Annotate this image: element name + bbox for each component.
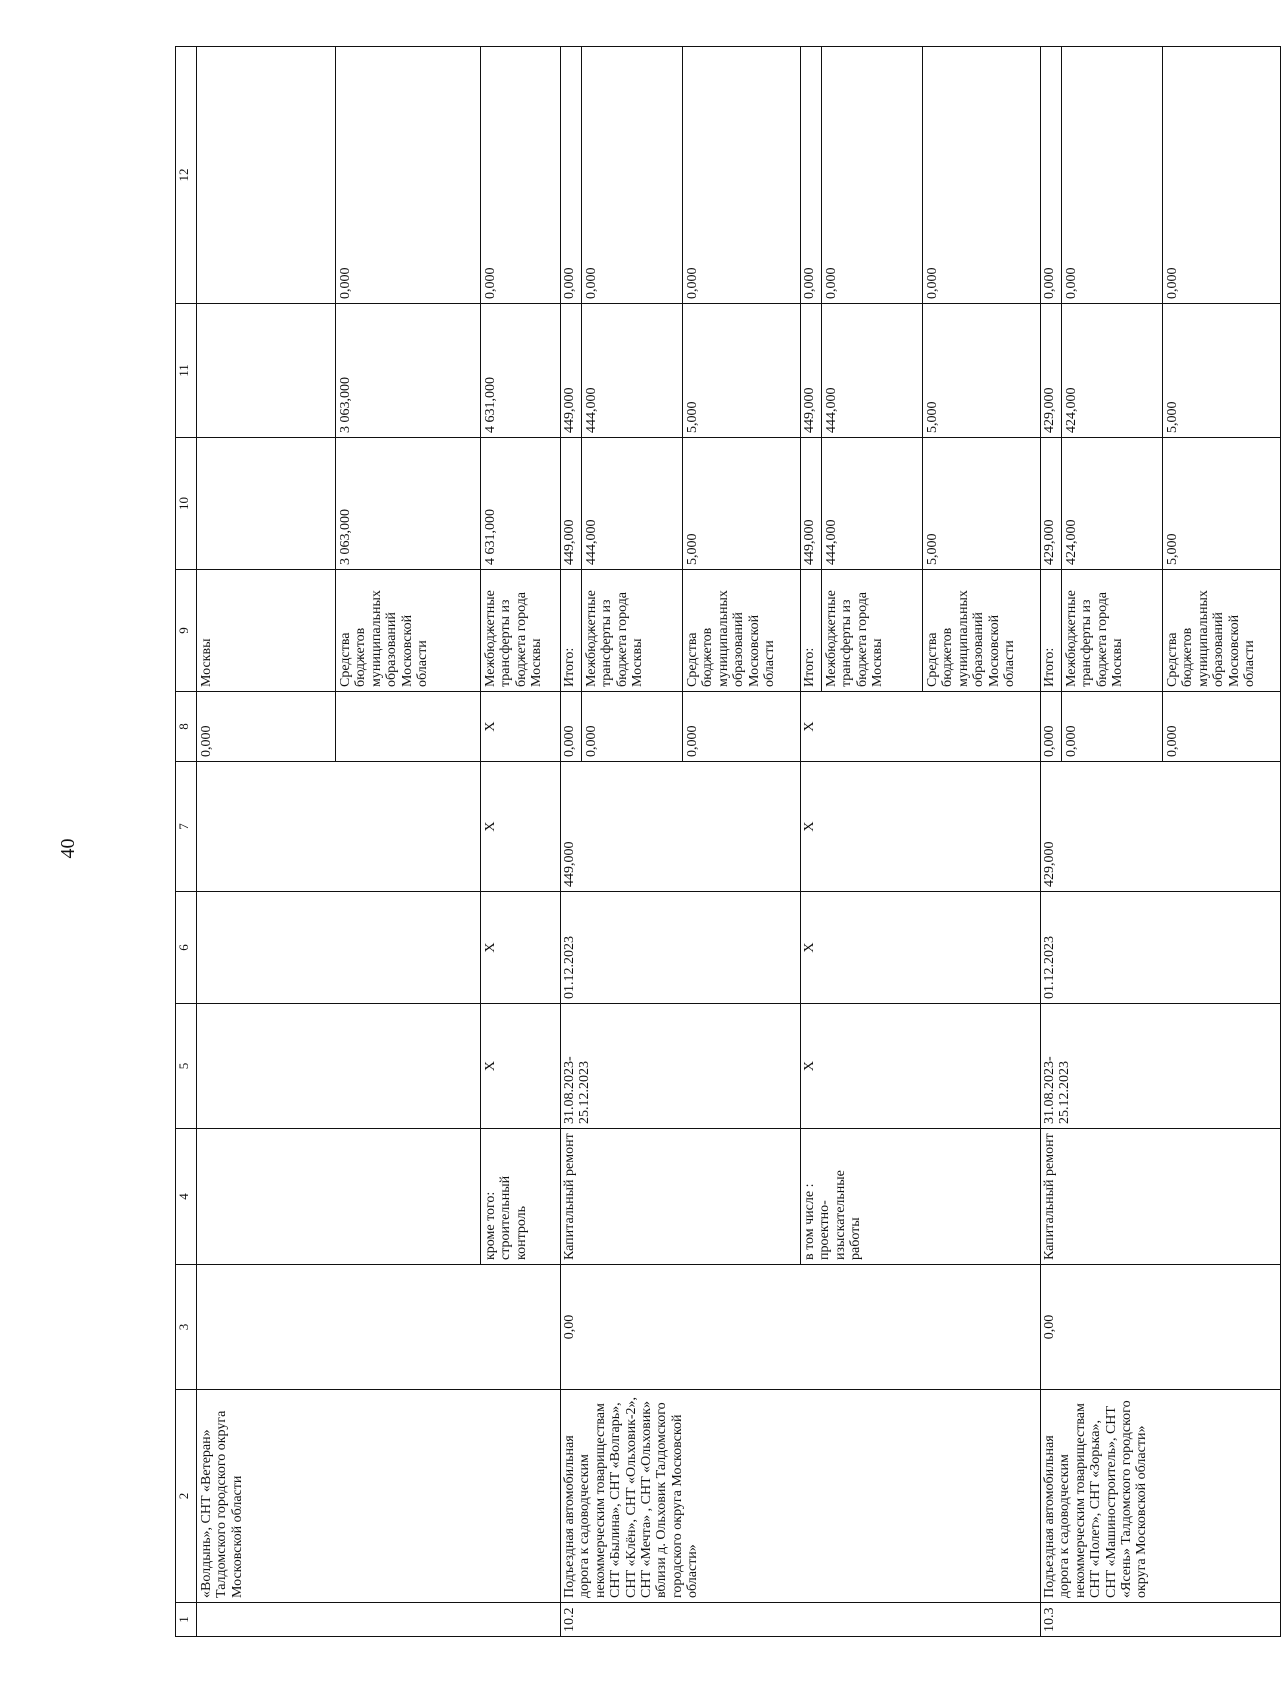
date-cell: 01.12.2023	[561, 892, 801, 1004]
header-row	[176, 47, 197, 1637]
col11-cell: 449,000	[561, 304, 582, 438]
source-cell: Межбюджетные трансферты из бюджета города Москвы	[582, 570, 683, 692]
col8-cell: 0,000	[561, 692, 582, 762]
amount-cell: 429,000	[1041, 762, 1281, 892]
work-type-cell	[197, 1129, 481, 1265]
header-cell: 1	[176, 1603, 197, 1637]
col12-cell: 0,000	[923, 47, 1041, 304]
table-row	[1041, 47, 1062, 1637]
col10-cell: 444,000	[582, 438, 683, 570]
col10-cell: 449,000	[561, 438, 582, 570]
header-cell: 9	[176, 570, 197, 692]
source-cell: Итого:	[801, 570, 822, 692]
col10-cell: 5,000	[1163, 438, 1281, 570]
source-cell: Межбюджетные трансферты из бюджета города Москвы	[822, 570, 923, 692]
col11-cell: 5,000	[1163, 304, 1281, 438]
source-cell: Средства бюджетов муниципальных образований Московской области	[1163, 570, 1281, 692]
header-cell: 5	[176, 1004, 197, 1129]
header-cell: 2	[176, 1390, 197, 1603]
col11-cell: 3 063,000	[336, 304, 481, 438]
header-cell: 3	[176, 1265, 197, 1390]
col8-cell: Х	[801, 692, 1041, 762]
col10-cell: 444,000	[822, 438, 923, 570]
header-cell: 10	[176, 438, 197, 570]
col8-cell: 0,000	[1163, 692, 1281, 762]
col11-cell: 5,000	[923, 304, 1041, 438]
col12-cell: 0,000	[336, 47, 481, 304]
period-cell: Х	[481, 1004, 561, 1129]
col12-cell: 0,000	[561, 47, 582, 304]
value-cell: 0,00	[561, 1265, 1041, 1390]
col8-cell	[336, 692, 481, 762]
source-cell: Межбюджетные трансферты из бюджета города Москвы	[1062, 570, 1163, 692]
col10-cell	[197, 438, 336, 570]
budget-table	[175, 46, 1281, 1637]
col12-cell: 0,000	[822, 47, 923, 304]
source-cell: Средства бюджетов муниципальных образований Московской области	[683, 570, 801, 692]
period-cell: 31.08.2023-25.12.2023	[561, 1004, 801, 1129]
date-cell: Х	[801, 892, 1041, 1004]
col12-cell: 0,000	[1163, 47, 1281, 304]
source-cell: Итого:	[1041, 570, 1062, 692]
col10-cell: 449,000	[801, 438, 822, 570]
col11-cell: 449,000	[801, 304, 822, 438]
col8-cell: 0,000	[197, 692, 336, 762]
period-cell: 31.08.2023-25.12.2023	[1041, 1004, 1281, 1129]
period-cell: Х	[801, 1004, 1041, 1129]
col11-cell: 444,000	[582, 304, 683, 438]
work-type-cell: кроме того: строительный контроль	[481, 1129, 561, 1265]
source-cell: Москвы	[197, 570, 336, 692]
date-cell: 01.12.2023	[1041, 892, 1281, 1004]
source-cell: Итого:	[561, 570, 582, 692]
row-number-cell: 10.2	[561, 1603, 1041, 1637]
row-number-cell	[197, 1603, 561, 1637]
header-cell: 4	[176, 1129, 197, 1265]
date-cell	[197, 892, 481, 1004]
col12-cell: 0,000	[481, 47, 561, 304]
header-cell: 8	[176, 692, 197, 762]
row-number-cell: 10.3	[1041, 1603, 1281, 1637]
col11-cell: 4 631,000	[481, 304, 561, 438]
col10-cell: 5,000	[923, 438, 1041, 570]
source-cell: Средства бюджетов муниципальных образований Московской области	[923, 570, 1041, 692]
work-type-cell: Капитальный ремонт	[561, 1129, 801, 1265]
col10-cell: 5,000	[683, 438, 801, 570]
object-name-cell: Подъездная автомобильная дорога к садоводческим некоммерческим товариществам СНТ «Полет», СНТ «Зорька», СНТ «Машиностроитель», СНТ «Ясень» Талдомского городского округа Московской области»	[1041, 1390, 1281, 1603]
header-cell: 12	[176, 47, 197, 304]
header-cell: 7	[176, 762, 197, 892]
page-number: 40	[57, 838, 79, 859]
col11-cell: 5,000	[683, 304, 801, 438]
col10-cell: 4 631,000	[481, 438, 561, 570]
col12-cell: 0,000	[683, 47, 801, 304]
value-cell: 0,00	[1041, 1265, 1281, 1390]
amount-cell: Х	[801, 762, 1041, 892]
work-type-cell: Капитальный ремонт	[1041, 1129, 1281, 1265]
col8-cell: 0,000	[1062, 692, 1163, 762]
date-cell: Х	[481, 892, 561, 1004]
work-type-cell: в том числе : проектно-изыскательные работы	[801, 1129, 1041, 1265]
table-row	[561, 47, 582, 1637]
amount-cell: 449,000	[561, 762, 801, 892]
amount-cell	[197, 762, 481, 892]
col8-cell: 0,000	[582, 692, 683, 762]
col10-cell: 3 063,000	[336, 438, 481, 570]
col12-cell: 0,000	[801, 47, 822, 304]
table-row	[197, 47, 336, 1637]
header-cell: 11	[176, 304, 197, 438]
amount-cell: Х	[481, 762, 561, 892]
col10-cell: 429,000	[1041, 438, 1062, 570]
col11-cell: 444,000	[822, 304, 923, 438]
period-cell	[197, 1004, 481, 1129]
col10-cell: 424,000	[1062, 438, 1163, 570]
col11-cell: 424,000	[1062, 304, 1163, 438]
col11-cell	[197, 304, 336, 438]
col12-cell: 0,000	[582, 47, 683, 304]
col8-cell: 0,000	[1041, 692, 1062, 762]
col12-cell	[197, 47, 336, 304]
object-name-cell: «Волдынь», СНТ «Ветеран» Талдомского городского округа Московской области	[197, 1390, 561, 1603]
source-cell: Средства бюджетов муниципальных образований Московской области	[336, 570, 481, 692]
col8-cell: 0,000	[683, 692, 801, 762]
value-cell	[197, 1265, 561, 1390]
col12-cell: 0,000	[1062, 47, 1163, 304]
col12-cell: 0,000	[1041, 47, 1062, 304]
col11-cell: 429,000	[1041, 304, 1062, 438]
col8-cell: Х	[481, 692, 561, 762]
header-cell: 6	[176, 892, 197, 1004]
object-name-cell: Подъездная автомобильная дорога к садоводческим некоммерческим товариществам СНТ «Былина», СНТ «Волгарь», СНТ «Клён», СНТ «Ольховик-2», СНТ «Мечта» , СНТ «Ольховик» вблизи д. Ольховик Талдомского городского округа Московской области»	[561, 1390, 1041, 1603]
source-cell: Межбюджетные трансферты из бюджета города Москвы	[481, 570, 561, 692]
